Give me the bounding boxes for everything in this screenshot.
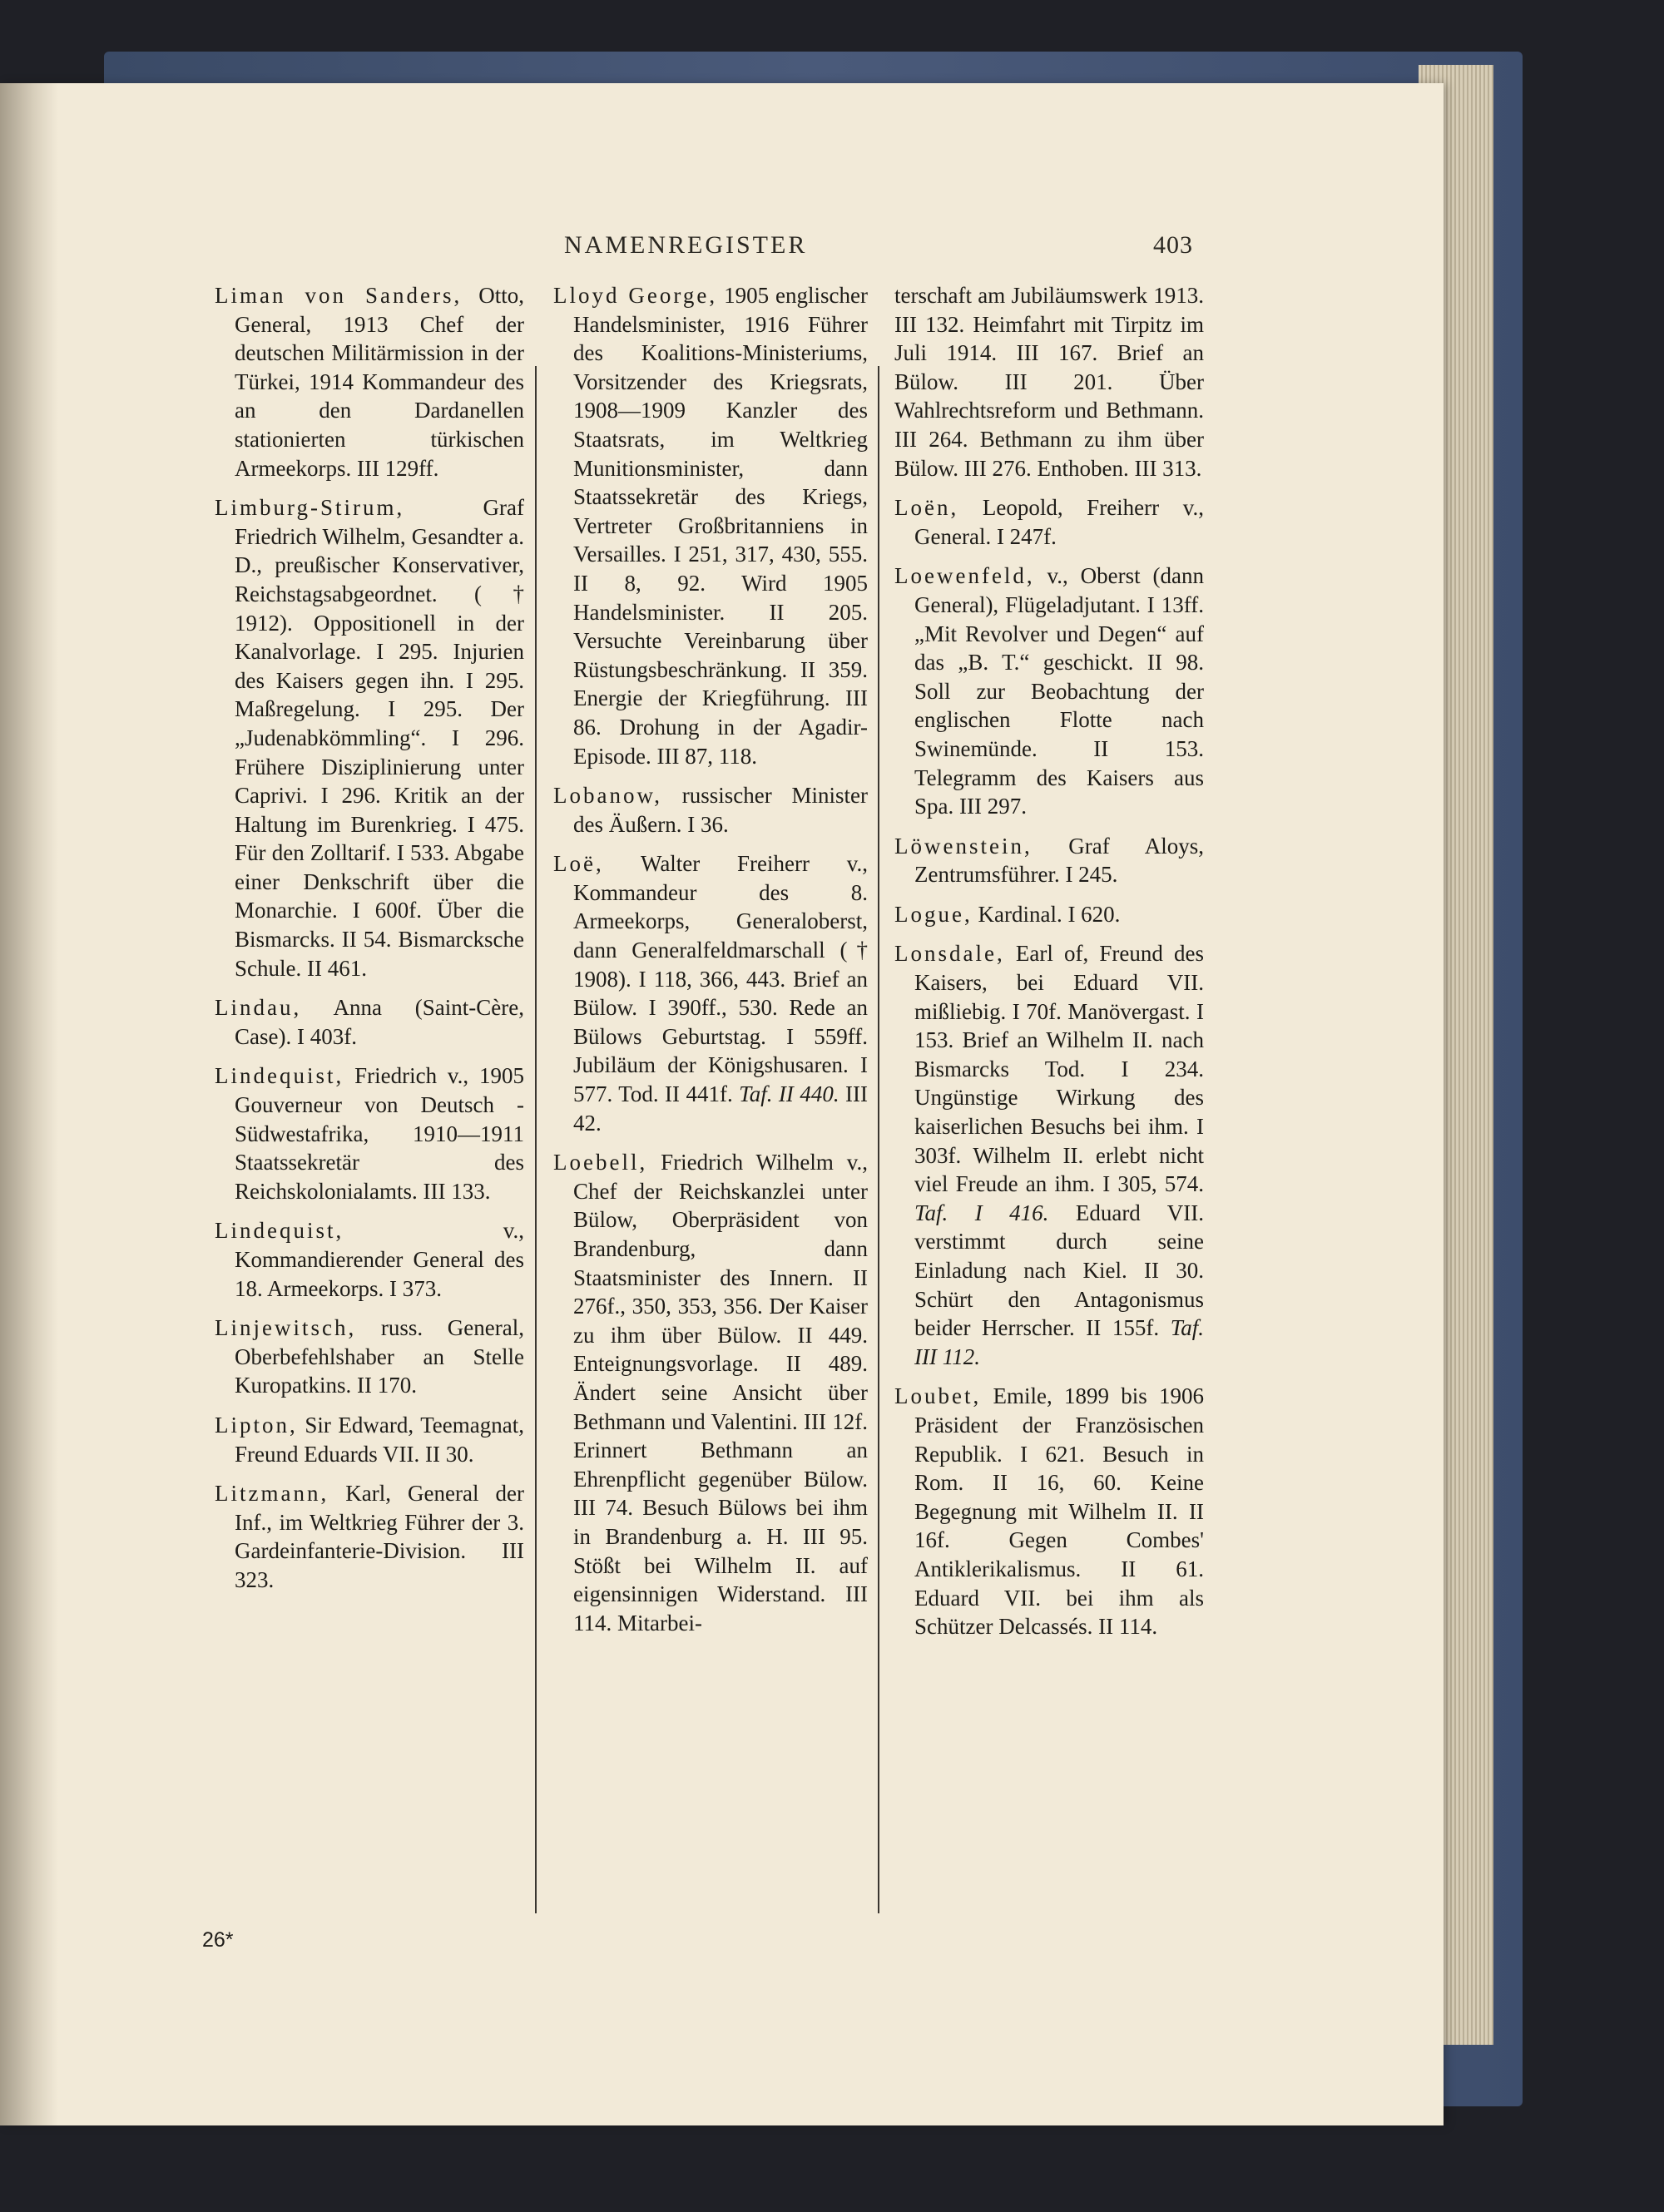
entry-text: v., Kommandierender General des 18. Armeekorps. I 373.: [235, 1218, 524, 1301]
entry-text: Kardinal. I 620.: [972, 901, 1121, 927]
entry-text: Sir Edward, Teemagnat, Freund Eduards VII. II 30.: [235, 1412, 524, 1467]
index-entry: [553, 781, 868, 839]
entry-text: Otto, General, 1913 Chef der deutschen Militärmission in der Türkei, 1914 Kommandeur des an den Dardanellen stationierten türkischen Armeekorps. III 129ff.: [235, 283, 524, 481]
index-column-3: [894, 281, 1204, 1652]
index-entry: [215, 281, 524, 482]
index-entry: [894, 939, 1204, 1371]
entry-name: Liman von Sanders,: [215, 283, 463, 308]
entry-text: Walter Freiherr v., Kommandeur des 8. Armeekorps, Generaloberst, dann Generalfeldmarschall († 1908). I 118, 366, 443. Brief an Bülow. I 390ff., 530. Rede an Bülows Geburtstag. I 559ff. Jubiläum der Königshusaren. I 577. Tod. II 441f.: [573, 851, 868, 1107]
index-column-1: [215, 281, 524, 1606]
entry-name: Loubet,: [894, 1383, 982, 1409]
column-rule: [535, 366, 537, 1913]
index-entry: [553, 849, 868, 1137]
entry-text: 1905 englischer Handelsminister, 1916 Führer des Koalitions-Ministeriums, Vorsitzender des Kriegsrats, 1908—1909 Kanzler des Staatsrats, im Weltkrieg Munitionsminister, dann Staatssekretär des Kriegs, Vertreter Großbritanniens in Versailles. I 251, 317, 430, 555. II 8, 92. Wird 1905 Handelsminister. II 205. Versuchte Vereinbarung über Rüstungsbeschränkung. II 359. Energie der Kriegführung. III 86. Drohung in der Agadir-Episode. III 87, 118.: [573, 283, 869, 769]
entry-name: Lloyd George,: [553, 283, 718, 308]
entry-text: Karl, General der Inf., im Weltkrieg Führer der 3. Gardeinfanterie-Division. III 323.: [235, 1481, 524, 1592]
entry-name: Litzmann,: [215, 1481, 329, 1507]
entry-text: Leopold, Freiherr v., General. I 247f.: [914, 495, 1204, 549]
index-entry: [894, 493, 1204, 551]
index-entry: [894, 1382, 1204, 1640]
entry-text: Eduard VII. verstimmt durch seine Einladung nach Kiel. II 30. Schürt den Antagonismus beider Herrscher. II 155f.: [914, 1200, 1204, 1341]
entry-name: Loewenfeld,: [894, 563, 1035, 589]
entry-text: Friedrich Wilhelm v., Chef der Reichskanzlei unter Bülow, Oberpräsident von Brandenburg, dann Staatsminister des Innern. II 276f., 350, 353, 356. Der Kaiser zu ihm über Bülow. II 449. Enteignungsvorlage. II 489. Ändert seine Ansicht über Bethmann und Valentini. III 12f. Erinnert Bethmann an Ehrenpflicht gegenüber Bülow. III 74. Besuch Bülows bei ihm in Brandenburg a. H. III 95. Stößt bei Wilhelm II. auf eigensinnigen Widerstand. III 114. Mitarbei-: [573, 1150, 868, 1635]
page-number: 403: [1153, 231, 1193, 259]
entry-text: russ. General, Oberbefehlshaber an Stelle Kuropatkins. II 170.: [235, 1315, 524, 1398]
entry-name: Lonsdale,: [894, 941, 1005, 967]
entry-name: Limburg-Stirum,: [215, 495, 405, 521]
entry-text: russischer Minister des Äußern. I 36.: [573, 783, 868, 837]
entry-plate-ref: Taf. III 112.: [914, 1315, 1204, 1369]
entry-name: Loën,: [894, 495, 959, 521]
entry-text: Friedrich v., 1905 Gouverneur von Deutsch - Südwestafrika, 1910—1911 Staatssekretär des Reichskolonialamts. III 133.: [235, 1063, 524, 1204]
entry-name: Lindequist,: [215, 1063, 344, 1089]
index-entry: [215, 993, 524, 1051]
index-entry: [553, 281, 868, 770]
index-column-2: [553, 281, 868, 1648]
entry-text: Emile, 1899 bis 1906 Präsident der Französischen Republik. I 621. Besuch in Rom. II 16, 60. Keine Begegnung mit Wilhelm II. II 16f. Gegen Combes' Antiklerikalismus. II 61. Eduard VII. bei ihm als Schützer Delcassés. II 114.: [914, 1383, 1204, 1640]
running-head-title: NAMENREGISTER: [564, 231, 808, 259]
index-entry: [894, 281, 1204, 482]
entry-text: III 42.: [573, 1081, 869, 1136]
entry-text: Graf Aloys, Zentrumsführer. I 245.: [914, 833, 1204, 888]
entry-name: Loebell,: [553, 1150, 648, 1175]
index-entry: [215, 1061, 524, 1205]
entry-text: Graf Friedrich Wilhelm, Gesandter a. D., preußischer Konservativer, Reichstagsabgeordnet. († 1912). Oppositionell in der Kanalvorlage. I 295. Injurien des Kaisers gegen ihn. I 295. Maßregelung. I 295. Der „Judenabkömmling“. I 296. Frühere Disziplinierung unter Caprivi. I 296. Kritik an der Haltung im Burenkrieg. I 475. Für den Zolltarif. I 533. Abgabe einer Denkschrift über die Monarchie. I 600f. Über die Bismarcks. II 54. Bismarcksche Schule. II 461.: [235, 495, 524, 981]
index-entry: [894, 562, 1204, 820]
entry-plate-ref: Taf. I 416.: [914, 1200, 1049, 1225]
page-gutter: [0, 83, 58, 2125]
entry-name: Logue,: [894, 901, 973, 927]
index-entry: [894, 832, 1204, 889]
column-rule: [878, 366, 879, 1913]
entry-name: Lobanow,: [553, 783, 662, 809]
entry-text: Anna (Saint-Cère, Case). I 403f.: [235, 995, 524, 1049]
entry-name: Loë,: [553, 851, 604, 877]
index-entry: [215, 1216, 524, 1303]
entry-name: Linjewitsch,: [215, 1315, 357, 1341]
index-entry: [215, 493, 524, 982]
index-entry: [215, 1314, 524, 1400]
entry-text: v., Oberst (dann General), Flügeladjutant. I 13ff. „Mit Revolver und Degen“ auf das „B. T.“ geschickt. II 98. Soll zur Beobachtung der englischen Flotte nach Swinemünde. II 153. Telegramm des Kaisers aus Spa. III 297.: [914, 563, 1204, 819]
entry-text: terschaft am Jubiläumswerk 1913. III 132. Heimfahrt mit Tirpitz im Juli 1914. III 167. Brief an Bülow. III 201. Über Wahlrechtsreform und Bethmann. III 264. Bethmann zu ihm über Bülow. III 276. Enthoben. III 313.: [894, 283, 1204, 481]
entry-name: Löwenstein,: [894, 833, 1033, 859]
entry-name: Lipton,: [215, 1412, 298, 1438]
entry-name: Lindequist,: [215, 1218, 344, 1244]
entry-text: Earl of, Freund des Kaisers, bei Eduard VII. mißliebig. I 70f. Manövergast. I 153. Brief an Wilhelm II. nach Bismarcks Tod. I 234. Ungünstige Wirkung des kaiserlichen Besuchs bei ihm. I 303f. Wilhelm II. erlebt nicht viel Freude an ihm. I 305, 574.: [914, 941, 1204, 1197]
index-entry: [553, 1148, 868, 1637]
entry-name: Lindau,: [215, 995, 302, 1021]
page: [0, 83, 1444, 2125]
index-entry: [894, 900, 1204, 929]
signature-mark: 26*: [202, 1928, 234, 1952]
entry-plate-ref: Taf. II 440.: [739, 1081, 839, 1107]
index-entry: [215, 1411, 524, 1468]
index-entry: [215, 1479, 524, 1594]
